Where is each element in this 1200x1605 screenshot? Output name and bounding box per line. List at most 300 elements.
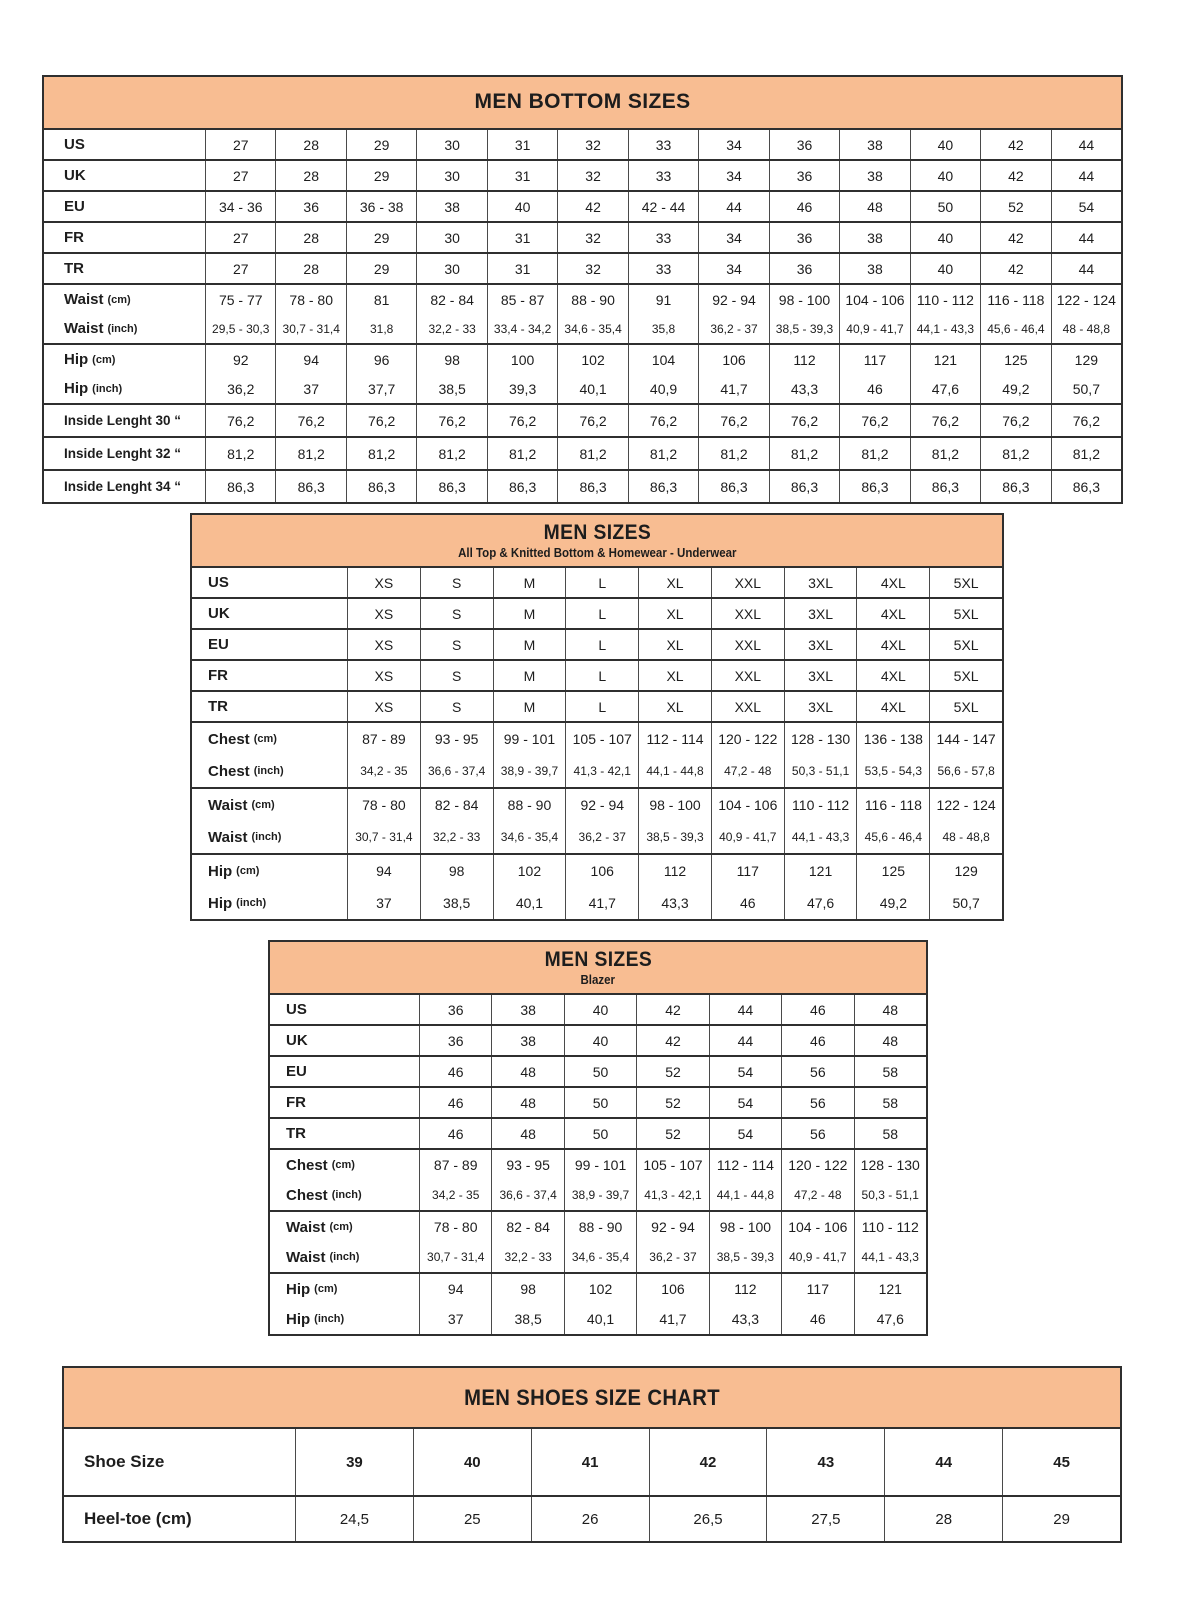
men-bottom-sizes-table bbox=[42, 75, 1123, 504]
value-cell: 41,3 - 42,1 bbox=[566, 755, 639, 787]
value-cell: 76,2 bbox=[206, 405, 276, 436]
row-label-unit: (cm) bbox=[329, 1221, 353, 1233]
value-cell: 38,5 - 39,3 bbox=[710, 1242, 782, 1272]
value-cell: 92 - 94 bbox=[637, 1212, 709, 1242]
value-cell: 94 bbox=[348, 855, 421, 887]
value-cell: 86,3 bbox=[347, 471, 417, 502]
value-cell: 94 bbox=[276, 345, 346, 374]
value-cell: 81,2 bbox=[206, 438, 276, 469]
value-cell: 44 bbox=[1078, 167, 1095, 184]
value-cell: 76,2 bbox=[840, 405, 910, 436]
value-cell: 50 bbox=[565, 1088, 637, 1117]
value-cell: M bbox=[494, 630, 567, 659]
value-cell: 52 bbox=[981, 192, 1051, 221]
value-cell: 82 - 84 bbox=[492, 1212, 564, 1242]
value-cell: 27 bbox=[206, 130, 276, 159]
value-cell: 86,3 bbox=[1072, 478, 1100, 495]
value-cell: 112 - 114 bbox=[639, 723, 712, 755]
value-cell: 43 bbox=[767, 1429, 885, 1495]
value-cell: 76,2 bbox=[981, 405, 1051, 436]
value-cell: 42 - 44 bbox=[629, 192, 699, 221]
table-section bbox=[192, 599, 1002, 630]
value-cell: 30 bbox=[417, 254, 487, 283]
row-label: Hip (cm) bbox=[44, 345, 206, 374]
value-cell: 52 bbox=[637, 1088, 709, 1117]
value-cell: M bbox=[494, 661, 567, 690]
row-label: US bbox=[270, 995, 420, 1024]
value-cell: 37 bbox=[276, 374, 346, 403]
value-cell: 34 bbox=[699, 254, 769, 283]
value-cell: 26 bbox=[532, 1497, 650, 1541]
value-cell: 58 bbox=[882, 1094, 899, 1111]
table-row bbox=[270, 1180, 926, 1210]
value-cell: S bbox=[421, 692, 494, 721]
row-label-unit: (cm) bbox=[236, 865, 260, 877]
value-cell: XL bbox=[639, 599, 712, 628]
table-row bbox=[44, 438, 1121, 469]
row-label: Hip (inch) bbox=[44, 374, 206, 403]
value-cell: S bbox=[421, 661, 494, 690]
value-cell: 81,2 bbox=[276, 438, 346, 469]
value-cell: 76,2 bbox=[276, 405, 346, 436]
value-cell: 4XL bbox=[857, 568, 930, 597]
value-cell: 81,2 bbox=[558, 438, 628, 469]
value-cell: 5XL bbox=[953, 698, 979, 715]
value-cell: 50 bbox=[911, 192, 981, 221]
row-label: Hip (inch) bbox=[270, 1304, 420, 1334]
value-cell: 39 bbox=[296, 1429, 414, 1495]
value-cell: 26,5 bbox=[650, 1497, 768, 1541]
value-cell: 86,3 bbox=[840, 471, 910, 502]
value-cell: 98 - 100 bbox=[710, 1212, 782, 1242]
men-bottom-sizes-body bbox=[44, 130, 1121, 502]
value-cell: 96 bbox=[347, 345, 417, 374]
table-row bbox=[44, 345, 1121, 374]
value-cell: 40 bbox=[911, 254, 981, 283]
table-row bbox=[192, 692, 1002, 721]
value-cell: 104 - 106 bbox=[782, 1212, 854, 1242]
value-cell: 110 - 112 bbox=[785, 789, 858, 821]
value-cell: L bbox=[566, 661, 639, 690]
value-cell: 37,7 bbox=[347, 374, 417, 403]
value-cell: 47,6 bbox=[876, 1311, 904, 1327]
table-row bbox=[192, 887, 1002, 919]
value-cell: 92 bbox=[206, 345, 276, 374]
value-cell: 3XL bbox=[785, 599, 858, 628]
value-cell: XS bbox=[348, 692, 421, 721]
value-cell: 116 - 118 bbox=[981, 285, 1051, 314]
value-cell: 38 bbox=[492, 995, 564, 1024]
row-label-unit: (inch) bbox=[314, 1313, 345, 1325]
value-cell: 46 bbox=[782, 1026, 854, 1055]
value-cell: 54 bbox=[710, 1057, 782, 1086]
men-shoes-size-chart-header bbox=[64, 1368, 1120, 1429]
row-label: Heel-toe (cm) bbox=[64, 1497, 296, 1541]
value-cell: 53,5 - 54,3 bbox=[857, 755, 930, 787]
value-cell: 42 bbox=[637, 995, 709, 1024]
value-cell: 76,2 bbox=[417, 405, 487, 436]
value-cell: 41,7 bbox=[699, 374, 769, 403]
value-cell: 30 bbox=[417, 161, 487, 190]
value-cell: 38 bbox=[492, 1026, 564, 1055]
value-cell: 36 bbox=[770, 130, 840, 159]
value-cell: 40,1 bbox=[565, 1304, 637, 1334]
value-cell: 76,2 bbox=[770, 405, 840, 436]
value-cell: 76,2 bbox=[699, 405, 769, 436]
table-section bbox=[270, 1119, 926, 1150]
value-cell: 98 - 100 bbox=[770, 285, 840, 314]
value-cell: 30 bbox=[417, 223, 487, 252]
row-label-unit: (cm) bbox=[253, 733, 277, 745]
value-cell: 105 - 107 bbox=[637, 1150, 709, 1180]
value-cell: 122 - 124 bbox=[936, 797, 996, 813]
row-label: UK bbox=[270, 1026, 420, 1055]
value-cell: 42 bbox=[981, 254, 1051, 283]
value-cell: 76,2 bbox=[558, 405, 628, 436]
table-section bbox=[192, 568, 1002, 599]
value-cell: 144 - 147 bbox=[936, 731, 996, 747]
row-label-unit: (cm) bbox=[107, 293, 131, 306]
value-cell: 31 bbox=[488, 130, 558, 159]
value-cell: 86,3 bbox=[558, 471, 628, 502]
row-label-unit: (inch) bbox=[92, 382, 123, 395]
value-cell: 110 - 112 bbox=[861, 1219, 919, 1235]
value-cell: 36,6 - 37,4 bbox=[421, 755, 494, 787]
table-row bbox=[192, 661, 1002, 690]
value-cell: 122 - 124 bbox=[1056, 291, 1116, 308]
value-cell: 85 - 87 bbox=[488, 285, 558, 314]
value-cell: 112 - 114 bbox=[710, 1150, 782, 1180]
value-cell: 34,6 - 35,4 bbox=[565, 1242, 637, 1272]
table-row bbox=[270, 1150, 926, 1180]
value-cell: 86,3 bbox=[629, 471, 699, 502]
value-cell: 76,2 bbox=[629, 405, 699, 436]
table-section bbox=[44, 345, 1121, 405]
value-cell: 93 - 95 bbox=[492, 1150, 564, 1180]
table-row bbox=[270, 1212, 926, 1242]
table-row bbox=[270, 1304, 926, 1334]
table-row bbox=[44, 471, 1121, 502]
value-cell: L bbox=[566, 568, 639, 597]
value-cell: 81,2 bbox=[629, 438, 699, 469]
value-cell: 44 bbox=[699, 192, 769, 221]
table-section bbox=[270, 1212, 926, 1274]
value-cell: XXL bbox=[712, 630, 785, 659]
value-cell: 40 bbox=[911, 223, 981, 252]
value-cell: 41 bbox=[532, 1429, 650, 1495]
value-cell: 45,6 - 46,4 bbox=[857, 821, 930, 853]
value-cell: XS bbox=[348, 630, 421, 659]
table-section bbox=[64, 1497, 1120, 1541]
table-section bbox=[192, 855, 1002, 919]
table-row bbox=[270, 1242, 926, 1272]
value-cell: XS bbox=[348, 661, 421, 690]
table-section bbox=[270, 1150, 926, 1212]
value-cell: 50 bbox=[565, 1057, 637, 1086]
row-label: Waist (inch) bbox=[270, 1242, 420, 1272]
table-row bbox=[270, 1088, 926, 1117]
value-cell: 86,3 bbox=[488, 471, 558, 502]
value-cell: 44 bbox=[1078, 260, 1095, 277]
value-cell: 112 bbox=[770, 345, 840, 374]
value-cell: 5XL bbox=[953, 574, 979, 591]
value-cell: 92 - 94 bbox=[566, 789, 639, 821]
value-cell: 106 bbox=[637, 1274, 709, 1304]
men-sizes-blazer-body bbox=[270, 995, 926, 1334]
value-cell: 30,7 - 31,4 bbox=[348, 821, 421, 853]
value-cell: 38,9 - 39,7 bbox=[494, 755, 567, 787]
table-row bbox=[192, 630, 1002, 659]
value-cell: XS bbox=[348, 568, 421, 597]
value-cell: 36 bbox=[770, 223, 840, 252]
value-cell: 48 bbox=[840, 192, 910, 221]
value-cell: XXL bbox=[712, 568, 785, 597]
row-label: EU bbox=[192, 630, 348, 659]
men-sizes-top-table bbox=[190, 513, 1004, 921]
row-label: EU bbox=[44, 192, 206, 221]
row-label: Waist (inch) bbox=[44, 314, 206, 343]
value-cell: 33 bbox=[629, 161, 699, 190]
row-label: FR bbox=[270, 1088, 420, 1117]
value-cell: 38,9 - 39,7 bbox=[565, 1180, 637, 1210]
value-cell: 86,3 bbox=[417, 471, 487, 502]
value-cell: 38 bbox=[840, 161, 910, 190]
men-sizes-blazer-header bbox=[270, 942, 926, 995]
value-cell: 120 - 122 bbox=[782, 1150, 854, 1180]
value-cell: 56 bbox=[782, 1057, 854, 1086]
value-cell: 47,6 bbox=[785, 887, 858, 919]
table-row bbox=[44, 314, 1121, 343]
value-cell: 46 bbox=[420, 1057, 492, 1086]
table-section bbox=[270, 1274, 926, 1334]
value-cell: XS bbox=[348, 599, 421, 628]
value-cell: 28 bbox=[885, 1497, 1003, 1541]
table-section bbox=[44, 405, 1121, 438]
value-cell: S bbox=[421, 599, 494, 628]
table-row bbox=[270, 995, 926, 1024]
value-cell: 4XL bbox=[857, 661, 930, 690]
value-cell: 81,2 bbox=[1072, 445, 1100, 462]
value-cell: 44,1 - 43,3 bbox=[911, 314, 981, 343]
value-cell: 112 bbox=[639, 855, 712, 887]
value-cell: 81,2 bbox=[488, 438, 558, 469]
value-cell: 82 - 84 bbox=[417, 285, 487, 314]
men-sizes-top-body bbox=[192, 568, 1002, 919]
value-cell: 36,2 bbox=[206, 374, 276, 403]
value-cell: 86,3 bbox=[206, 471, 276, 502]
value-cell: 52 bbox=[637, 1057, 709, 1086]
value-cell: 50 bbox=[565, 1119, 637, 1148]
value-cell: 32 bbox=[558, 130, 628, 159]
value-cell: 92 - 94 bbox=[699, 285, 769, 314]
table-section bbox=[64, 1429, 1120, 1497]
value-cell: 88 - 90 bbox=[565, 1212, 637, 1242]
value-cell: 75 - 77 bbox=[206, 285, 276, 314]
value-cell: 102 bbox=[494, 855, 567, 887]
table-row bbox=[192, 568, 1002, 597]
row-label: FR bbox=[192, 661, 348, 690]
value-cell: 81,2 bbox=[347, 438, 417, 469]
table-row bbox=[64, 1497, 1120, 1541]
value-cell: 29 bbox=[347, 254, 417, 283]
value-cell: 106 bbox=[699, 345, 769, 374]
row-label: Chest (cm) bbox=[192, 723, 348, 755]
value-cell: 38 bbox=[840, 223, 910, 252]
value-cell: 36,2 - 37 bbox=[566, 821, 639, 853]
value-cell: 81,2 bbox=[840, 438, 910, 469]
table-row bbox=[64, 1429, 1120, 1495]
value-cell: 125 bbox=[857, 855, 930, 887]
row-label: Chest (cm) bbox=[270, 1150, 420, 1180]
value-cell: 33 bbox=[629, 223, 699, 252]
men-shoes-size-chart-table bbox=[62, 1366, 1122, 1543]
value-cell: 34 bbox=[699, 161, 769, 190]
table-row bbox=[44, 192, 1121, 221]
value-cell: 33 bbox=[629, 130, 699, 159]
row-label: Hip (cm) bbox=[270, 1274, 420, 1304]
row-label: Chest (inch) bbox=[192, 755, 348, 787]
row-label: TR bbox=[44, 254, 206, 283]
value-cell: 32 bbox=[558, 161, 628, 190]
row-label: TR bbox=[270, 1119, 420, 1148]
value-cell: 50,3 - 51,1 bbox=[861, 1188, 919, 1202]
value-cell: L bbox=[566, 630, 639, 659]
table-section bbox=[192, 723, 1002, 789]
row-label: FR bbox=[44, 223, 206, 252]
value-cell: 27 bbox=[206, 161, 276, 190]
row-label: Shoe Size bbox=[64, 1429, 296, 1495]
row-label: Waist (cm) bbox=[192, 789, 348, 821]
value-cell: 38,5 - 39,3 bbox=[770, 314, 840, 343]
value-cell: 99 - 101 bbox=[565, 1150, 637, 1180]
value-cell: 98 bbox=[417, 345, 487, 374]
value-cell: 38,5 bbox=[492, 1304, 564, 1334]
row-label: TR bbox=[192, 692, 348, 721]
value-cell: L bbox=[566, 599, 639, 628]
table-title: MEN SHOES SIZE CHART bbox=[464, 1384, 720, 1410]
value-cell: 38,5 bbox=[421, 887, 494, 919]
value-cell: 112 bbox=[710, 1274, 782, 1304]
value-cell: 30,7 - 31,4 bbox=[276, 314, 346, 343]
table-row bbox=[192, 755, 1002, 787]
table-section bbox=[44, 130, 1121, 161]
value-cell: 46 bbox=[712, 887, 785, 919]
men-sizes-blazer-table bbox=[268, 940, 928, 1336]
value-cell: 40,9 bbox=[629, 374, 699, 403]
value-cell: 28 bbox=[276, 254, 346, 283]
value-cell: XL bbox=[639, 661, 712, 690]
value-cell: 41,7 bbox=[566, 887, 639, 919]
value-cell: 42 bbox=[558, 192, 628, 221]
value-cell: 37 bbox=[420, 1304, 492, 1334]
value-cell: 24,5 bbox=[296, 1497, 414, 1541]
value-cell: 54 bbox=[710, 1088, 782, 1117]
value-cell: 49,2 bbox=[857, 887, 930, 919]
value-cell: 33,4 - 34,2 bbox=[488, 314, 558, 343]
value-cell: 81,2 bbox=[770, 438, 840, 469]
value-cell: 3XL bbox=[785, 568, 858, 597]
value-cell: 36,2 - 37 bbox=[699, 314, 769, 343]
table-row bbox=[192, 821, 1002, 853]
value-cell: 81,2 bbox=[417, 438, 487, 469]
value-cell: 81,2 bbox=[981, 438, 1051, 469]
table-row bbox=[44, 254, 1121, 283]
value-cell: 5XL bbox=[953, 636, 979, 653]
row-label-unit: (inch) bbox=[251, 831, 282, 843]
value-cell: 136 - 138 bbox=[857, 723, 930, 755]
value-cell: 34,2 - 35 bbox=[348, 755, 421, 787]
value-cell: 5XL bbox=[953, 605, 979, 622]
row-label: Waist (cm) bbox=[44, 285, 206, 314]
table-row bbox=[44, 161, 1121, 190]
value-cell: 36 - 38 bbox=[347, 192, 417, 221]
value-cell: 105 - 107 bbox=[566, 723, 639, 755]
value-cell: 42 bbox=[981, 161, 1051, 190]
value-cell: 46 bbox=[782, 995, 854, 1024]
value-cell: 29 bbox=[347, 161, 417, 190]
value-cell: 46 bbox=[420, 1119, 492, 1148]
value-cell: 41,3 - 42,1 bbox=[637, 1180, 709, 1210]
value-cell: 38 bbox=[840, 254, 910, 283]
table-section bbox=[192, 661, 1002, 692]
value-cell: 3XL bbox=[785, 630, 858, 659]
value-cell: 86,3 bbox=[911, 471, 981, 502]
value-cell: 36 bbox=[420, 995, 492, 1024]
value-cell: 128 - 130 bbox=[860, 1157, 920, 1173]
value-cell: 104 - 106 bbox=[840, 285, 910, 314]
value-cell: 4XL bbox=[857, 599, 930, 628]
row-label: Hip (inch) bbox=[192, 887, 348, 919]
value-cell: 117 bbox=[840, 345, 910, 374]
value-cell: 32,2 - 33 bbox=[492, 1242, 564, 1272]
table-section bbox=[192, 630, 1002, 661]
table-row bbox=[270, 1057, 926, 1086]
value-cell: 86,3 bbox=[770, 471, 840, 502]
value-cell: XL bbox=[639, 630, 712, 659]
table-section bbox=[44, 471, 1121, 502]
row-label: Inside Lenght 34 “ bbox=[44, 471, 206, 502]
value-cell: 104 bbox=[629, 345, 699, 374]
value-cell: 93 - 95 bbox=[421, 723, 494, 755]
value-cell: 104 - 106 bbox=[712, 789, 785, 821]
row-label: US bbox=[44, 130, 206, 159]
value-cell: 27 bbox=[206, 223, 276, 252]
value-cell: 40 bbox=[565, 1026, 637, 1055]
value-cell: 106 bbox=[566, 855, 639, 887]
table-row bbox=[270, 1119, 926, 1148]
row-label-unit: (inch) bbox=[329, 1251, 360, 1263]
table-section bbox=[44, 192, 1121, 223]
value-cell: 76,2 bbox=[911, 405, 981, 436]
value-cell: 40,9 - 41,7 bbox=[840, 314, 910, 343]
value-cell: 120 - 122 bbox=[712, 723, 785, 755]
value-cell: 78 - 80 bbox=[348, 789, 421, 821]
value-cell: 34 bbox=[699, 130, 769, 159]
table-row bbox=[44, 285, 1121, 314]
value-cell: 86,3 bbox=[276, 471, 346, 502]
table-row bbox=[44, 374, 1121, 403]
table-subtitle: All Top & Knitted Bottom & Homewear - Underwear bbox=[457, 545, 737, 560]
value-cell: 35,8 bbox=[629, 314, 699, 343]
value-cell: 50,3 - 51,1 bbox=[785, 755, 858, 787]
value-cell: 44 bbox=[885, 1429, 1003, 1495]
value-cell: 56 bbox=[782, 1119, 854, 1148]
value-cell: 31 bbox=[488, 223, 558, 252]
value-cell: M bbox=[494, 568, 567, 597]
value-cell: 40,1 bbox=[558, 374, 628, 403]
value-cell: M bbox=[494, 692, 567, 721]
value-cell: 121 bbox=[785, 855, 858, 887]
